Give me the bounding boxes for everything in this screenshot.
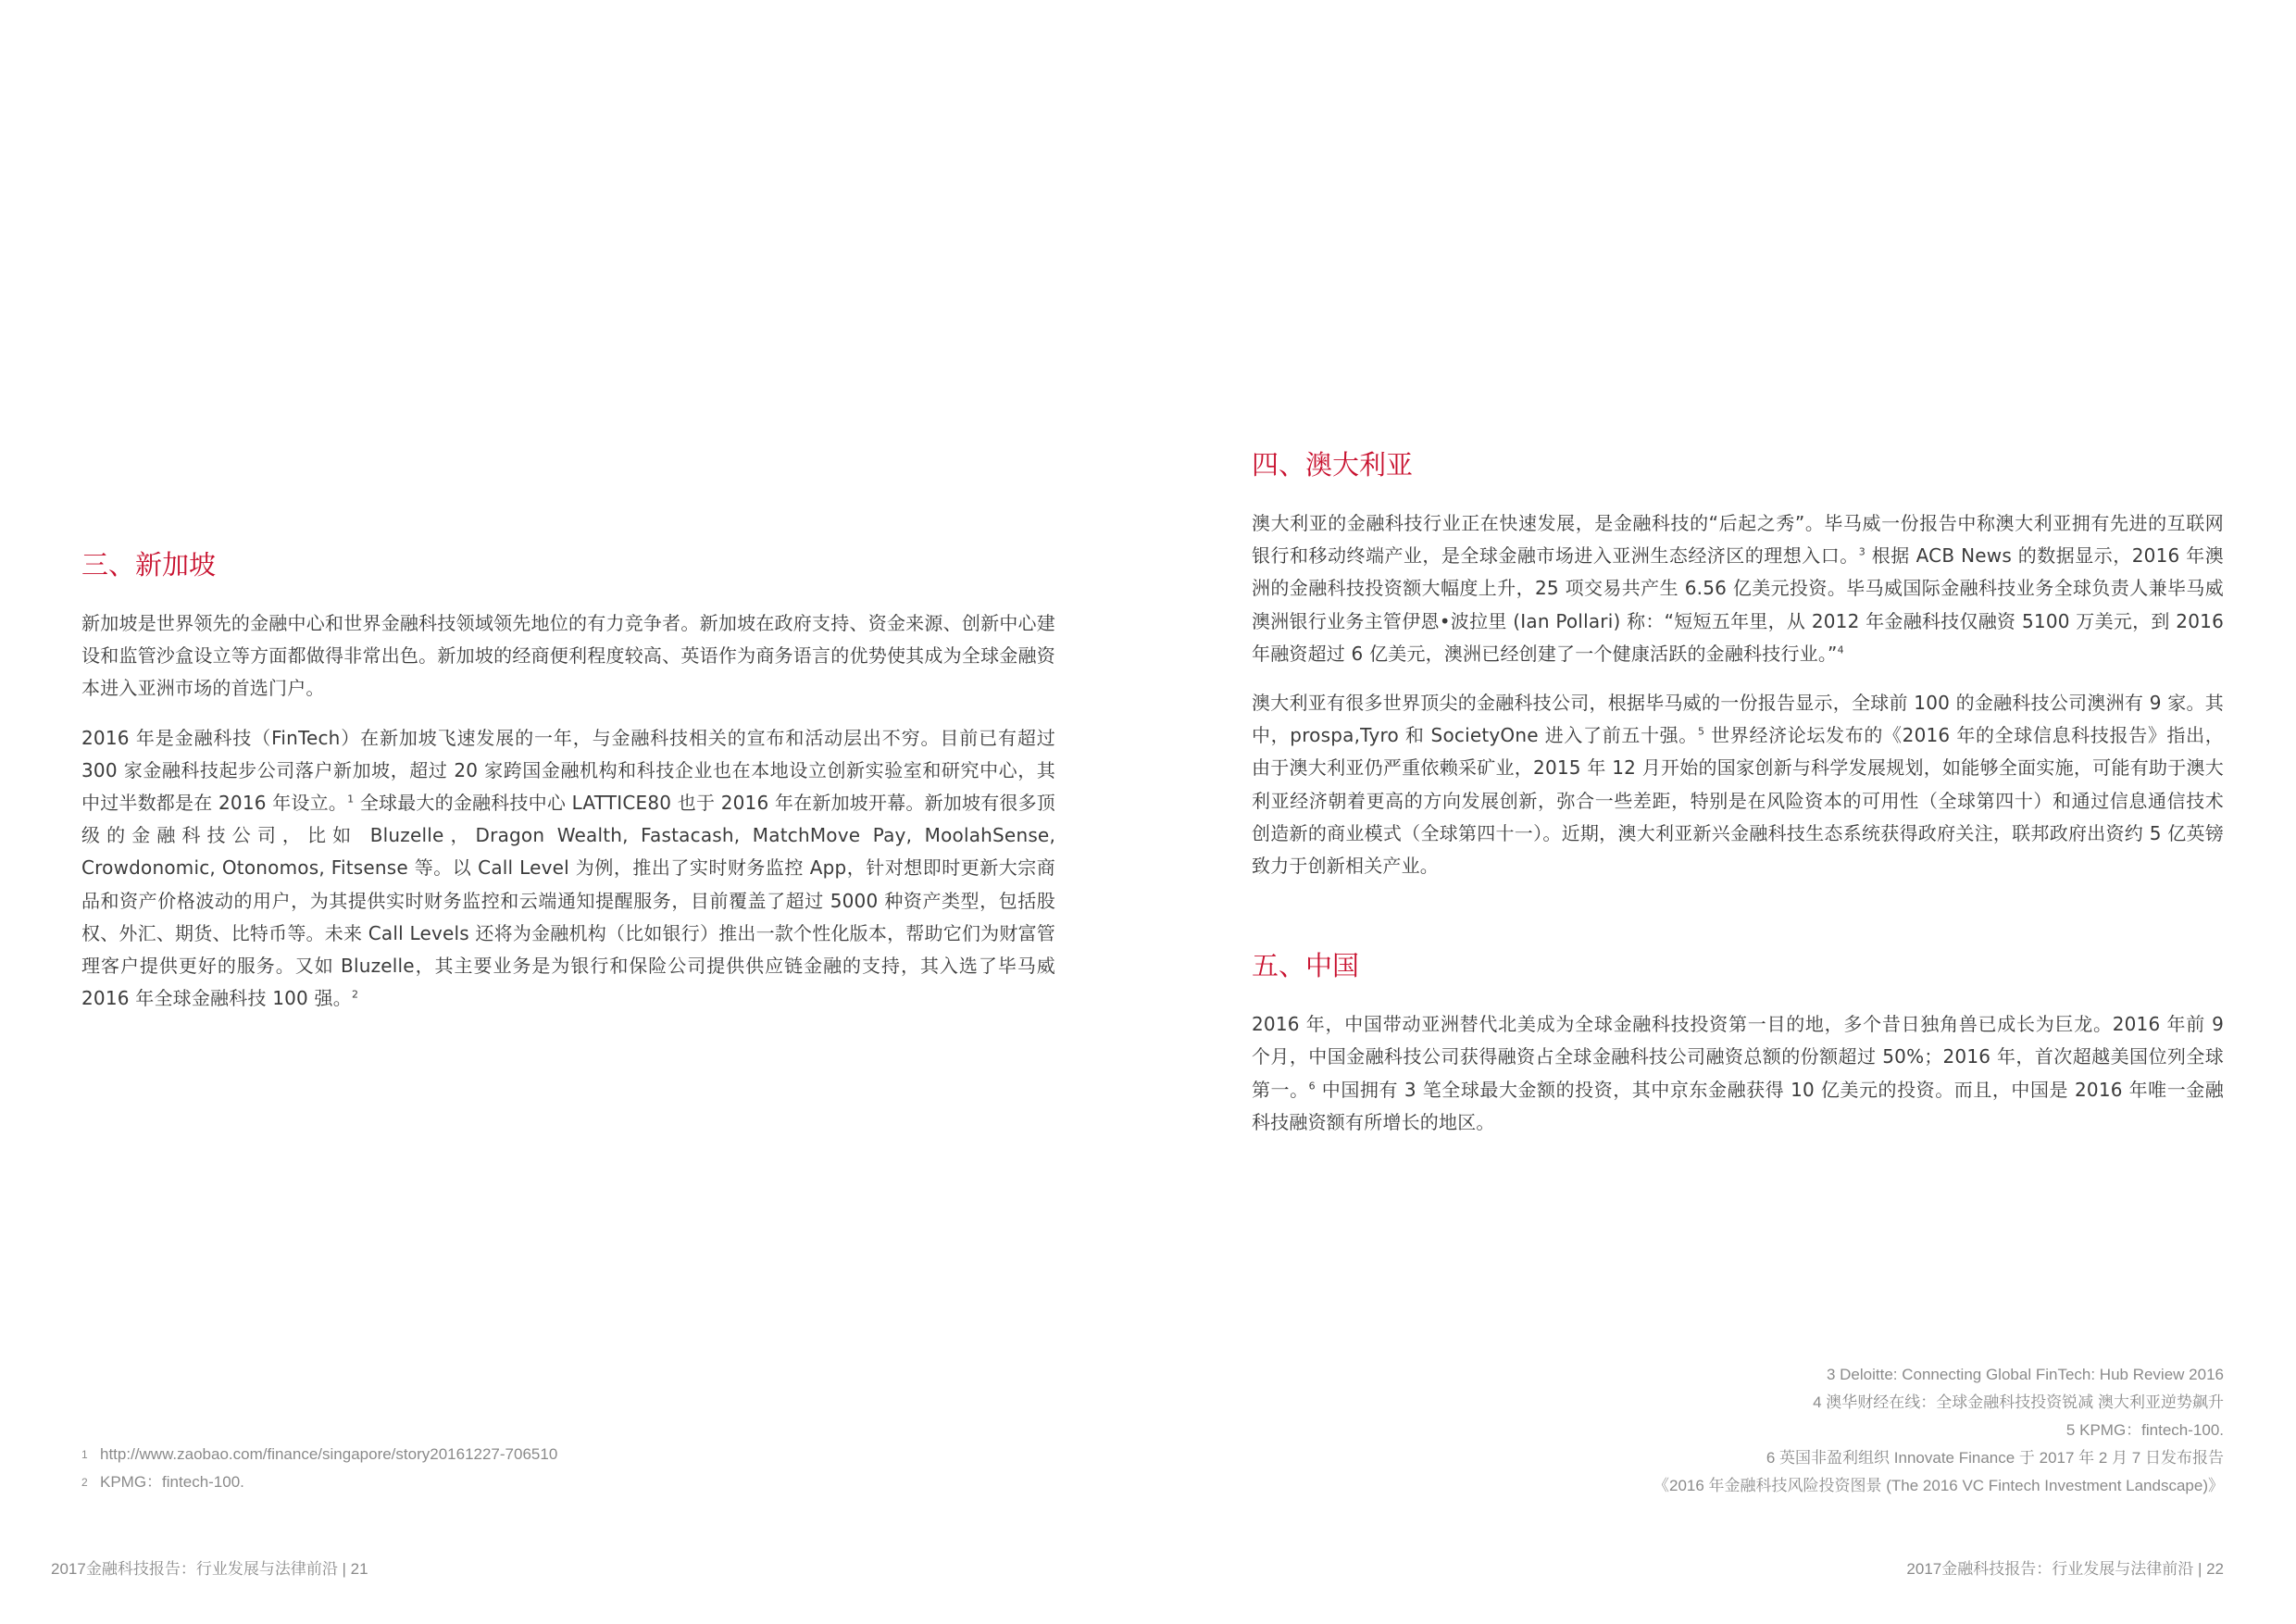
page-footer-right: 2017金融科技报告：行业发展与法律前沿 | 22 [1906, 1560, 2224, 1578]
right-column [1252, 446, 2224, 1156]
footnote-6-cont: 《2016 年金融科技风险投资图景 (The 2016 VC Fintech Investment Landscape)》 [1653, 1477, 2224, 1494]
section-heading-china: 五、中国 [1252, 950, 1360, 982]
paragraph-australia-1: 澳大利亚的金融科技行业正在快速发展，是金融科技的“后起之秀”。毕马威一份报告中称澳大利亚拥有先进的互联网银行和移动终端产业，是全球金融市场进入亚洲生态经济区的理想入口。$^3$ 根据 ACB News 的数据显示，2016 年澳洲的金融科技投资额大幅度上升，25 项交易共产生 6.56 亿美元投资。毕马威国际金融科技业务全球负责人兼毕马威澳洲银行业务主管伊恩•波拉里 (Ian Pollari) 称：“短短五年里，从 2012 年金融科技仅融资 5100 万美元，到 2016 年融资超过 6 亿美元，澳洲已经创建了一个健康活跃的金融科技行业。”$^4$ [1252, 512, 2224, 665]
footnote-3: 3 Deloitte: Connecting Global FinTech: Hub Review 2016 [1826, 1366, 2224, 1383]
paragraph-china-1: 2016 年，中国带动亚洲替代北美成为全球金融科技投资第一目的地，多个昔日独角兽已成长为巨龙。2016 年前 9 个月，中国金融科技公司获得融资占全球金融科技公司融资总额的份额超过 50%；2016 年，首次超越美国位列全球第一。$^6$ 中国拥有 3 笔全球最大金额的投资，其中京东金融获得 10 亿美元的投资。而且，中国是 2016 年唯一金融科技融资额有所增长的地区。 [1252, 1013, 2225, 1133]
footnote-1: 1 http://www.zaobao.com/finance/singapore/story20161227-706510 [81, 1445, 558, 1463]
footnotes-left [81, 1441, 557, 1496]
footnote-2: 2 KPMG：fintech-100. [81, 1473, 244, 1491]
paragraph-australia-2: 澳大利亚有很多世界顶尖的金融科技公司，根据毕马威的一份报告显示，全球前 100 的金融科技公司澳洲有 9 家。其中，prospa,Tyro 和 SocietyOne 进入了前五十强。$^5$ 世界经济论坛发布的《2016 年的全球信息科技报告》指出，由于澳大利亚仍严重依赖采矿业，2015 年 12 月开始的国家创新与科学发展规划，如能够全面实施，可能有助于澳大利亚经济朝着更高的方向发展创新，弥合一些差距，特别是在风险资本的可用性（全球第四十）和通过信息通信技术创造新的商业模式（全球第四十一）。近期，澳大利亚新兴金融科技生态系统获得政府关注，联邦政府出资约 5 亿英镑致力于创新相关产业。 [1252, 692, 2224, 878]
footnote-ref-5[interactable]: 5 [1697, 725, 1705, 738]
section-heading-singapore: 三、新加坡 [81, 549, 217, 581]
footnote-6: 6 英国非盈利组织 Innovate Finance 于 2017 年 2 月 7 日发布报告 [1766, 1449, 2224, 1467]
footnote-ref-3[interactable]: 3 [1858, 545, 1866, 558]
footnote-ref-6[interactable]: 6 [1308, 1079, 1316, 1092]
footnote-ref-4[interactable]: 4 [1837, 643, 1844, 656]
footnote-ref-2[interactable]: 2 [351, 988, 359, 1001]
left-column [81, 546, 1055, 1031]
footnote-5: 5 KPMG：fintech-100. [2065, 1421, 2224, 1439]
paragraph-singapore-2: 2016 年是金融科技（FinTech）在新加坡飞速发展的一年，与金融科技相关的宣布和活动层出不穷。目前已有超过 300 家金融科技起步公司落户新加坡，超过 20 家跨国金融机构和科技企业也在本地设立创新实验室和研究中心，其中过半数都是在 2016 年设立。$^1$ 全球最大的金融科技中心 LATTICE80 也于 2016 年在新加坡开幕。新加坡有很多顶级的金融科技公司，比如 Bluzelle，Dragon Wealth, Fastacash, MatchMove Pay, MoolahSense, Crowdonomic, Otonomos, Fitsense 等。以 Call Level 为例，推出了实时财务监控 App，针对想即时更新大宗商品和资产价格波动的用户，为其提供实时财务监控和云端通知提醒服务，目前覆盖了超过 5000 种资产类型，包括股权、外汇、期货、比特币等。未来 Call Levels 还将为金融机构（比如银行）推出一款个性化版本，帮助它们为财富管理客户提供更好的服务。又如 Bluzelle，其主要业务是为银行和保险公司提供供应链金融的支持，其入选了毕马威 2016 年全球金融科技 100 强。$^2$ [81, 726, 1056, 1010]
page-footer-left: 2017金融科技报告：行业发展与法律前沿 | 21 [51, 1560, 368, 1578]
footnote-4: 4 澳华财经在线：全球金融科技投资锐减 澳大利亚逆势飙升 [1813, 1393, 2224, 1411]
paragraph-singapore-1: 新加坡是世界领先的金融中心和世界金融科技领域领先地位的有力竞争者。新加坡在政府支持、资金来源、创新中心建设和监管沙盒设立等方面都做得非常出色。新加坡的经商便利程度较高、英语作为商务语言的优势使其成为全球金融资本进入亚洲市场的首选门户。 [81, 612, 1055, 700]
section-heading-australia: 四、澳大利亚 [1252, 449, 1414, 481]
footnote-1-link[interactable]: http://www.zaobao.com/finance/singapore/story20161227-706510 [100, 1445, 558, 1463]
footnote-ref-1[interactable]: 1 [347, 793, 355, 806]
footnotes-right [1653, 1361, 2224, 1500]
